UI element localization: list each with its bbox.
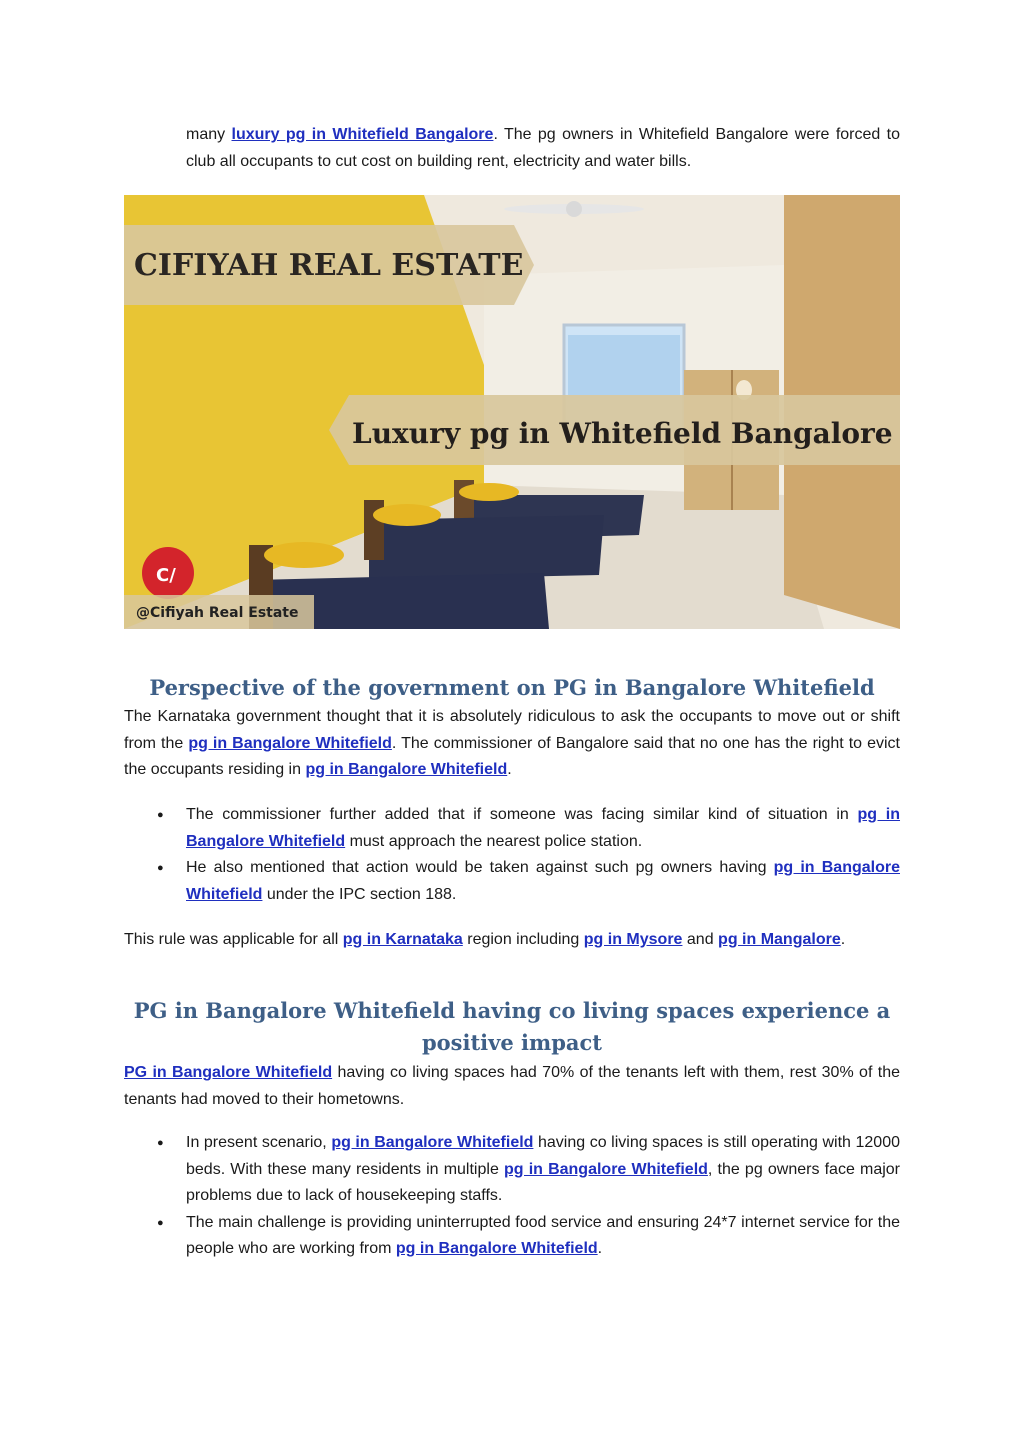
section1-heading: Perspective of the government on PG in Bangalore Whitefield [149, 675, 875, 700]
link-luxury-pg[interactable]: luxury pg in Whitefield Bangalore [231, 126, 494, 143]
link-pg-bangalore-whitefield[interactable]: pg in Bangalore Whitefield [188, 734, 392, 752]
banner-title: CIFIYAH REAL ESTATE [134, 248, 524, 283]
section2-bullet-list [186, 1130, 900, 1263]
link-pg-bangalore-whitefield[interactable]: PG in Bangalore Whitefield [124, 1064, 333, 1081]
link-pg-bangalore-whitefield[interactable]: pg in Bangalore Whitefield [504, 1160, 708, 1178]
link-pg-bangalore-whitefield[interactable]: pg in Bangalore Whitefield [305, 761, 508, 778]
list-item: ● The commissioner further added that if someone was facing similar kind of situation in pg in Bangalore Whitefield must approach the nearest police station. [186, 802, 900, 855]
list-item: ● The main challenge is providing uninterrupted food service and ensuring 24*7 internet service for the people who are working from pg in Bangalore Whitefield. [186, 1210, 900, 1263]
link-pg-bangalore-whitefield[interactable]: pg in Bangalore Whitefield [395, 1240, 598, 1257]
list-item: ● In present scenario, pg in Bangalore Whitefield having co living spaces is still operating with 12000 beds. With these many residents in multiple pg in Bangalore Whitefield, the pg owners face major problems due to lack of housekeeping staffs. [186, 1130, 900, 1210]
rule-paragraph: This rule was applicable for all pg in Karnataka region including pg in Mysore and pg in Mangalore. [124, 931, 846, 948]
banner-image [124, 195, 900, 629]
banner-handle: @Cifiyah Real Estate [136, 605, 299, 621]
logo-glyph: C/ [156, 565, 176, 586]
link-pg-bangalore-whitefield[interactable]: pg in Bangalore Whitefield [331, 1134, 534, 1151]
banner-subtitle: Luxury pg in Whitefield Bangalore [352, 417, 893, 450]
link-pg-bangalore-whitefield[interactable]: pg in Bangalore Whitefield [186, 859, 900, 903]
link-pg-mysore[interactable]: pg in Mysore [583, 931, 683, 948]
link-pg-bangalore-whitefield[interactable]: pg in Bangalore Whitefield [186, 806, 901, 850]
section2-heading: PG in Bangalore Whitefield having co living spaces experience a positive impact [133, 998, 891, 1055]
intro-paragraph: many luxury pg in Whitefield Bangalore. The pg owners in Whitefield Bangalore were forced to club all occupants to cut cost on building rent, electricity and water bills. [186, 126, 900, 170]
section2-paragraph: PG in Bangalore Whitefield having co living spaces had 70% of the tenants left with them, rest 30% of the tenants had moved to their hometowns. [124, 1064, 900, 1108]
section1-bullet-list [186, 802, 900, 908]
section1-paragraph: The Karnataka government thought that it is absolutely ridiculous to ask the occupants to move out or shift from the pg in Bangalore Whitefield. The commissioner of Bangalore said that no one has the right to evict the occupants residing in pg in Bangalore Whitefield. [124, 708, 901, 778]
link-pg-mangalore[interactable]: pg in Mangalore [718, 931, 841, 948]
list-item: ● He also mentioned that action would be taken against such pg owners having pg in Bangalore Whitefield under the IPC section 188. [186, 855, 900, 908]
link-pg-karnataka[interactable]: pg in Karnataka [342, 931, 463, 948]
